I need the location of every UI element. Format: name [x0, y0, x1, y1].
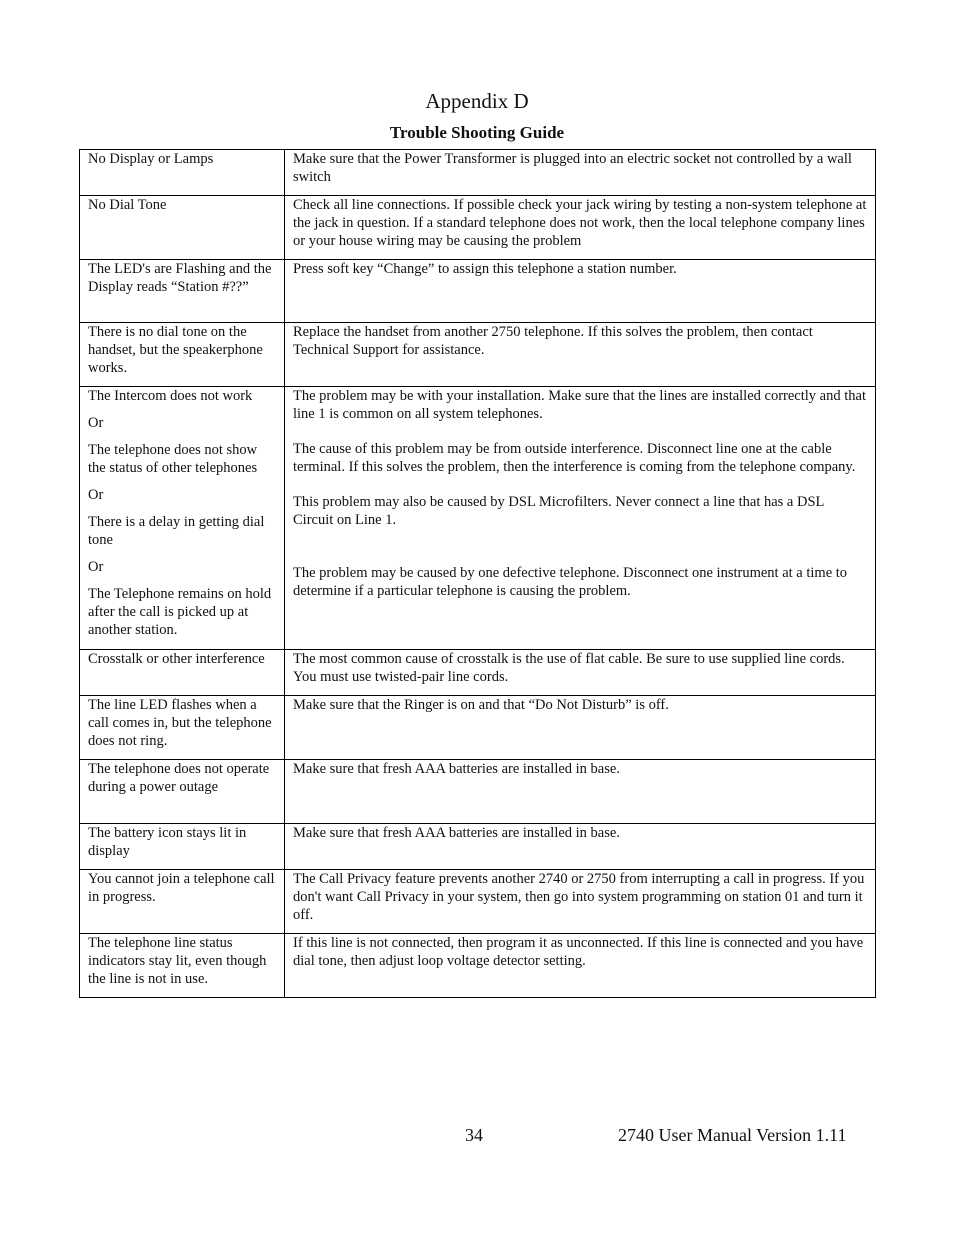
- solution-cell: [285, 934, 876, 998]
- problem-text: The Intercom does not work: [88, 388, 253, 404]
- solution-text: This problem may also be caused by DSL Microfilters. Never connect a line that has a DSL Circuit on Line 1.: [293, 494, 824, 528]
- solution-cell: [285, 760, 876, 824]
- solution-text: Make sure that fresh AAA batteries are installed in base.: [293, 761, 620, 777]
- solution-cell: [285, 150, 876, 196]
- solution-text: The cause of this problem may be from outside interference. Disconnect line one at the cable terminal. If this solves the problem, then the interference is coming from the telephone company.: [293, 441, 856, 475]
- problem-cell: [80, 196, 285, 260]
- problem-cell: [80, 323, 285, 387]
- troubleshooting-table: [79, 149, 876, 998]
- problem-cell: [80, 870, 285, 934]
- table-row: [80, 870, 876, 934]
- solution-cell: [285, 196, 876, 260]
- solution-text: Check all line connections. If possible check your jack wiring by testing a non-system telephone at the jack in question. If a standard telephone does not work, then the local telephone company lines or your house wiring may be causing the problem: [293, 197, 867, 249]
- problem-text: No Dial Tone: [88, 197, 167, 213]
- solution-text: The most common cause of crosstalk is the use of flat cable. Be sure to use supplied line cords. You must use twisted-pair line cords.: [293, 651, 845, 685]
- problem-cell: [80, 150, 285, 196]
- table-row: [80, 934, 876, 998]
- problem-cell: [80, 824, 285, 870]
- problem-cell: [80, 260, 285, 323]
- solution-text: The problem may be with your installation. Make sure that the lines are installed correctly and that line 1 is common on all system telephones.: [293, 388, 866, 422]
- solution-text: If this line is not connected, then program it as unconnected. If this line is connected and you have dial tone, then adjust loop voltage detector setting.: [293, 935, 864, 969]
- problem-cell: [80, 760, 285, 824]
- solution-text: Press soft key “Change” to assign this telephone a station number.: [293, 261, 677, 277]
- problem-text: No Display or Lamps: [88, 151, 214, 167]
- or-separator: Or: [88, 559, 104, 575]
- table-row: [80, 650, 876, 696]
- table-row: [80, 150, 876, 196]
- solution-cell: [285, 387, 876, 650]
- solution-text: The Call Privacy feature prevents another 2740 or 2750 from interrupting a call in progress. If you don't want Call Privacy in your system, then go into system programming on station 01 and turn it off.: [293, 871, 865, 923]
- problem-text: The battery icon stays lit in display: [88, 825, 247, 859]
- table-row: [80, 387, 876, 650]
- problem-text: You cannot join a telephone call in progress.: [88, 871, 275, 905]
- page-number: 34: [465, 1125, 483, 1145]
- problem-text: Crosstalk or other interference: [88, 651, 265, 667]
- solution-text: Make sure that the Ringer is on and that “Do Not Disturb” is off.: [293, 697, 669, 713]
- problem-cell: [80, 387, 285, 650]
- solution-cell: [285, 696, 876, 760]
- appendix-heading: Appendix D: [425, 89, 529, 113]
- table-row: [80, 824, 876, 870]
- solution-cell: [285, 323, 876, 387]
- table-row: [80, 196, 876, 260]
- solution-cell: [285, 260, 876, 323]
- table-row: [80, 260, 876, 323]
- problem-text: There is no dial tone on the handset, but the speakerphone works.: [88, 324, 263, 376]
- or-separator: Or: [88, 415, 104, 431]
- solution-cell: [285, 870, 876, 934]
- solution-text: Make sure that the Power Transformer is plugged into an electric socket not controlled by a wall switch: [293, 151, 852, 185]
- solution-text: The problem may be caused by one defective telephone. Disconnect one instrument at a time to determine if a particular telephone is causing the problem.: [293, 565, 848, 599]
- solution-text: Replace the handset from another 2750 telephone. If this solves the problem, then contact Technical Support for assistance.: [293, 324, 813, 358]
- solution-cell: [285, 824, 876, 870]
- manual-version: 2740 User Manual Version 1.11: [618, 1125, 847, 1145]
- table-row: [80, 323, 876, 387]
- problem-text: The Telephone remains on hold after the call is picked up at another station.: [88, 586, 272, 638]
- solution-cell: [285, 650, 876, 696]
- problem-text: The line LED flashes when a call comes in, but the telephone does not ring.: [88, 697, 272, 749]
- guide-title: Trouble Shooting Guide: [389, 123, 565, 142]
- problem-cell: [80, 934, 285, 998]
- problem-text: The telephone does not operate during a power outage: [88, 761, 270, 795]
- problem-cell: [80, 650, 285, 696]
- problem-text: There is a delay in getting dial tone: [88, 514, 265, 548]
- problem-text: The telephone does not show the status of other telephones: [88, 442, 258, 476]
- table-row: [80, 696, 876, 760]
- or-separator: Or: [88, 487, 104, 503]
- problem-text: The LED's are Flashing and the Display reads “Station #??”: [88, 261, 272, 295]
- solution-text: Make sure that fresh AAA batteries are installed in base.: [293, 825, 620, 841]
- problem-cell: [80, 696, 285, 760]
- table-row: [80, 760, 876, 824]
- problem-text: The telephone line status indicators stay lit, even though the line is not in use.: [88, 935, 267, 987]
